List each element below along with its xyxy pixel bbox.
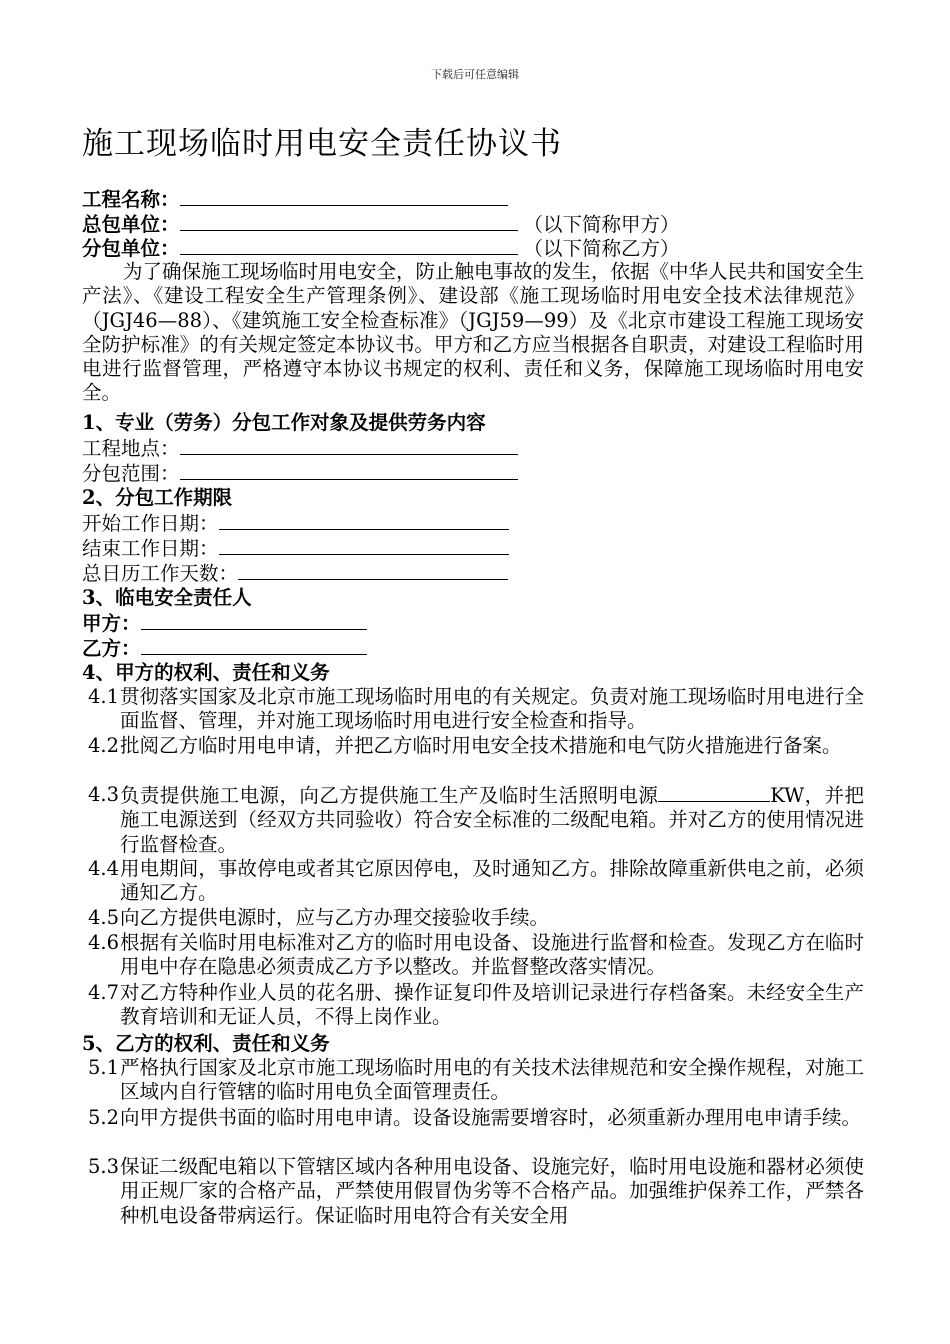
site-label: 工程地点： — [82, 437, 180, 460]
list-item — [88, 906, 864, 930]
subcontractor-row — [82, 236, 680, 261]
list-item — [88, 1106, 864, 1130]
item-text: 向甲方提供书面的临时用电申请。设备设施需要增容时，必须重新办理用电申请手续。 — [120, 1106, 862, 1129]
section3-heading: 3、临电安全责任人 — [82, 586, 252, 609]
item-text: 严格执行国家及北京市施工现场临时用电的有关技术法律规范和安全操作规程，对施工区域内自行管辖的临时用电负全面管理责任。 — [120, 1056, 864, 1104]
item-text: 批阅乙方临时用电申请，并把乙方临时用电安全技术措施和电气防火措施进行备案。 — [120, 734, 842, 757]
general-contractor-suffix: （以下简称甲方） — [523, 213, 680, 236]
intro-paragraph: 为了确保施工现场临时用电安全，防止触电事故的发生，依据《中华人民共和国安全生产法》、《建设工程安全生产管理条例》、建设部《施工现场临时用电安全技术法律规范》（JGJ46—88）、《建筑施工安全检查标准》（JGJ59—99）及《北京市建设工程施工现场安全防护标准》的有关规定签定本协议书。甲方和乙方应当根据各自职责，对建设工程临时用电进行监督管理，严格遵守本协议书规定的权利、责任和义务，保障施工现场临时用电安全。 — [82, 260, 865, 405]
item-number: 4.5 — [88, 906, 120, 929]
party-a-label: 甲方： — [82, 612, 141, 635]
item-text: 对乙方特种作业人员的花名册、操作证复印件及培训记录进行存档备案。未经安全生产教育培训和无证人员，不得上岗作业。 — [120, 981, 864, 1029]
list-item — [88, 981, 864, 1030]
general-contractor-row — [82, 212, 680, 237]
watermark-text: 下载后可任意编辑 — [431, 68, 519, 81]
item-text: 保证二级配电箱以下管辖区域内各种用电设备、设施完好，临时用电设施和器材必须使用正规厂家的合格产品，严禁使用假冒伪劣等不合格产品。加强维护保养工作，严禁各种机电设备带病运行。保证临时用电符合有关安全用 — [120, 1155, 864, 1227]
general-contractor-label: 总包单位： — [82, 213, 180, 236]
item-number: 4.1 — [88, 685, 120, 708]
list-item — [88, 857, 864, 906]
list-item — [88, 1056, 864, 1105]
scope-blank[interactable] — [180, 461, 518, 480]
party-b-label: 乙方： — [82, 637, 141, 660]
item-text-before: 负责提供施工电源，向乙方提供施工生产及临时生活照明电源 — [120, 784, 659, 807]
power-kw-blank[interactable] — [658, 783, 770, 802]
item-number: 4.2 — [88, 734, 120, 757]
general-contractor-blank[interactable] — [180, 212, 518, 231]
start-date-row — [82, 511, 509, 536]
item-number: 4.6 — [88, 931, 120, 954]
section2-heading: 2、分包工作期限 — [82, 486, 233, 509]
section1-heading: 1、专业（劳务）分包工作对象及提供劳务内容 — [82, 411, 486, 434]
project-name-row — [82, 187, 508, 212]
item-number: 4.4 — [88, 857, 120, 880]
start-date-label: 开始工作日期： — [82, 512, 219, 535]
scope-label: 分包范围： — [82, 462, 180, 485]
end-date-label: 结束工作日期： — [82, 537, 219, 560]
item-text: 贯彻落实国家及北京市施工现场临时用电的有关规定。负责对施工现场临时用电进行全面监督、管理，并对施工现场临时用电进行安全检查和指导。 — [120, 685, 864, 733]
total-days-blank[interactable] — [238, 561, 508, 580]
subcontractor-label: 分包单位： — [82, 237, 180, 260]
subcontractor-suffix: （以下简称乙方） — [523, 237, 680, 260]
section4-heading: 4、甲方的权利、责任和义务 — [82, 661, 330, 684]
section5-heading: 5、乙方的权利、责任和义务 — [82, 1032, 330, 1055]
item-text: 向乙方提供电源时，应与乙方办理交接验收手续。 — [120, 906, 550, 929]
list-item — [88, 783, 864, 857]
item-number: 5.2 — [88, 1106, 120, 1129]
end-date-row — [82, 536, 509, 561]
list-item — [88, 685, 864, 734]
total-days-label: 总日历工作天数： — [82, 562, 239, 585]
subcontractor-blank[interactable] — [180, 236, 518, 255]
list-item — [88, 931, 864, 980]
party-a-blank[interactable] — [141, 611, 367, 630]
item-number: 4.7 — [88, 981, 120, 1004]
list-item — [88, 734, 864, 758]
party-a-row — [82, 611, 367, 636]
item-text: 根据有关临时用电标准对乙方的临时用电设备、设施进行监督和检查。发现乙方在临时用电中存在隐患必须责成乙方予以整改。并监督整改落实情况。 — [120, 931, 864, 979]
project-name-blank[interactable] — [180, 187, 508, 206]
site-row — [82, 436, 518, 461]
party-b-row — [82, 636, 367, 661]
site-blank[interactable] — [180, 436, 518, 455]
item-text — [120, 783, 864, 857]
item-number: 5.3 — [88, 1155, 120, 1178]
start-date-blank[interactable] — [219, 511, 509, 530]
party-b-blank[interactable] — [141, 636, 367, 655]
item-number: 5.1 — [88, 1056, 120, 1079]
list-item — [88, 1155, 864, 1228]
item-number: 4.3 — [88, 783, 120, 806]
end-date-blank[interactable] — [219, 536, 509, 555]
document-title: 施工现场临时用电安全责任协议书 — [82, 126, 562, 162]
project-name-label: 工程名称： — [82, 188, 180, 211]
scope-row — [82, 461, 518, 486]
total-days-row — [82, 561, 508, 586]
item-text-after: KW，并把施工电源送到（经双方共同验收）符合安全标准的二级配电箱。并对乙方的使用情况进行监督检查。 — [120, 784, 864, 856]
item-text: 用电期间，事故停电或者其它原因停电，及时通知乙方。排除故障重新供电之前，必须通知乙方。 — [120, 857, 864, 905]
